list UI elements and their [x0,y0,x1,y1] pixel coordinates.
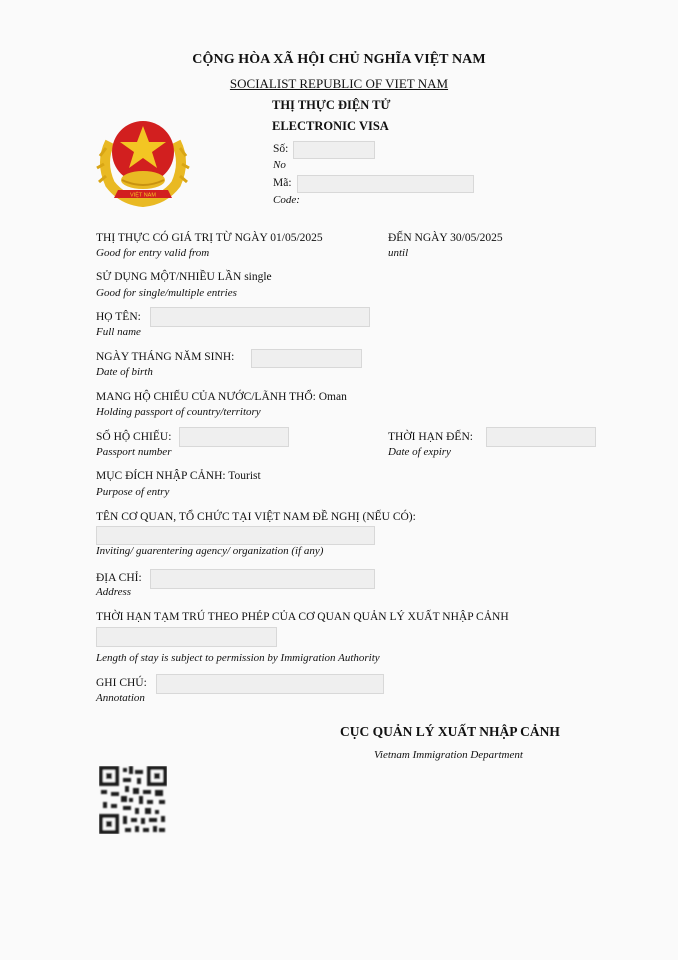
agency-label-vi: TÊN CƠ QUAN, TỔ CHỨC TẠI VIỆT NAM ĐỀ NGHỊ (NẾU CÓ): [96,511,416,523]
valid-from-label-vi: THỊ THỰC CÓ GIÁ TRỊ TỪ NGÀY 01/05/2025 [96,232,323,244]
visa-no-label-vi: Số: [273,143,289,155]
visa-title-en: ELECTRONIC VISA [272,119,389,133]
agency-field [96,526,375,545]
address-field [150,569,375,589]
full-name-field [150,307,370,327]
dob-field [251,349,362,368]
visa-code-field [297,175,474,193]
annotation-label-en: Annotation [96,692,145,704]
passport-country-label-en: Holding passport of country/territory [96,406,261,418]
visa-number-field [293,141,375,159]
emblem-banner-text: VIỆT NAM [130,192,156,199]
valid-until-label-vi: ĐẾN NGÀY 30/05/2025 [388,232,503,244]
expiry-label-vi: THỜI HẠN ĐẾN: [388,431,473,443]
entries-label-en: Good for single/multiple entries [96,287,237,299]
visa-no-label-en: No [273,159,286,171]
purpose-label-en: Purpose of entry [96,486,170,498]
expiry-label-en: Date of expiry [388,446,451,458]
address-label-en: Address [96,586,132,598]
valid-until-label-en: until [388,247,409,259]
issuer-name-en: Vietnam Immigration Department [374,749,523,761]
stay-field [96,627,277,647]
agency-label-en: Inviting/ guarentering agency/ organization (if any) [96,545,324,557]
visa-code-label-vi: Mã: [273,177,292,189]
country-title-en: SOCIALIST REPUBLIC OF VIET NAM [229,76,449,91]
passport-country-label-vi: MANG HỘ CHIẾU CỦA NƯỚC/LÃNH THỔ: Oman [96,391,347,403]
qr-code-icon [99,766,167,834]
annotation-label-vi: GHI CHÚ: [96,677,147,689]
passport-number-label-en: Passport number [96,446,172,458]
full-name-label-vi: HỌ TÊN: [96,311,141,323]
visa-code-label-en: Code: [273,194,300,206]
address-label-vi: ĐỊA CHỈ: [96,572,142,584]
passport-number-label-vi: SỐ HỘ CHIẾU: [96,431,172,443]
annotation-field [156,674,384,694]
passport-number-field [179,427,289,447]
dob-label-vi: NGÀY THÁNG NĂM SINH: [96,351,235,363]
country-title-vi: CỘNG HÒA XÃ HỘI CHỦ NGHĨA VIỆT NAM [192,52,486,67]
full-name-label-en: Full name [96,326,141,338]
national-emblem-icon [96,112,190,208]
dob-label-en: Date of birth [96,366,153,378]
expiry-field [486,427,596,447]
issuer-name-vi: CỤC QUẢN LÝ XUẤT NHẬP CẢNH [340,724,560,739]
valid-from-label-en: Good for entry valid from [96,247,210,259]
stay-label-vi: THỜI HẠN TẠM TRÚ THEO PHÉP CỦA CƠ QUAN QUẢN LÝ XUẤT NHẬP CẢNH [96,611,509,623]
visa-title-vi: THỊ THỰC ĐIỆN TỬ [272,98,391,112]
purpose-label-vi: MỤC ĐÍCH NHẬP CẢNH: Tourist [96,470,261,482]
stay-label-en: Length of stay is subject to permission by Immigration Authority [96,652,380,664]
entries-label-vi: SỬ DỤNG MỘT/NHIỀU LẦN single [96,271,272,283]
